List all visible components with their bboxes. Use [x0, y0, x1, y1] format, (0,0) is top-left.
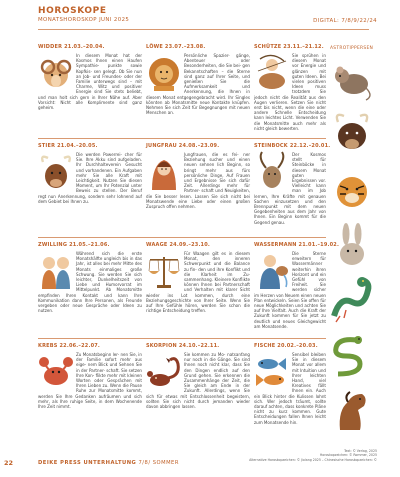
sign-text: Jungfrauen, die es fei- ner Beziehung sucher und einen neuen sehnen lich Beginn, so bringt mehr aus fürs persönliche Dinge, Auf Frauen und Ergebnisse Sie sich dafür Zeit. Allerdings mehr für Partner- schaft und Neuigkeiten, die Sie besser lesen. Lassen Sie sich nicht bei Monatswende eine Liebe oder einen großen Zuspruch offen nehmen.	[146, 152, 250, 210]
tiger-icon	[330, 166, 374, 216]
dragon-icon	[330, 276, 374, 326]
credit-line: Horoskopzeichen: © Rommer, 2025	[319, 453, 377, 458]
sign-card-waage	[146, 242, 250, 343]
sign-title: ZWILLING 21.05.–21.06.	[38, 242, 110, 248]
rat-icon	[330, 54, 374, 104]
snake-icon	[330, 330, 374, 380]
sign-title: WAAGE 24.09.–23.10.	[146, 242, 211, 248]
sign-card-wassermann	[254, 242, 340, 343]
sign-title: WASSERMANN 21.01.–19.02.	[254, 242, 340, 248]
sign-text: Sie kommen zu Mo- natsanfang nur noch in die Gänge. Sie sind Ihnen noch nicht klar, dass Sie den Dingen endlich auf den Grund gehen. Sie erkennen die Zusammenhänge der Zeit, die Sie gleich am Ende in der Zukunft. Allerdings, wenn Sie sich für etwas mit Entschlossenheit begeistern, sollten Sie sich nicht durch jemanden wieder davon abbringen lassen.	[146, 352, 250, 410]
sign-text: In diesem Monat hat der Kosmos Ihnen einen Haufen Sympathie- punkte sowie Kopfkis- sen gelegt. Ob Sie nun an Job- und Freundes- oder der Familie unterwegs sind – mit Charme, Witz und positiver Energie sind Sie stets beliebt, und man holt sich gern in Ihrer Nähe auf. Aber Vorsicht: Nicht alle Komplimente sind ganz geheim.	[38, 53, 142, 111]
sign-text: Während sich die erste Monatshälfte ungleich bis in das Jahr, ist alles bei mehr Mitte des Monats einmaliges große Schwung. Sie werden Sie sich leichter, Dunkelheitszeit von Liebe und Humorvorrat im Mittelpunkt. Ab Monatsmitte empfinden Ihren Kontakt und kann Ihre Kommunikation dann Ihre Personen, als Freunde vergeben oder neue Gespräche oder Ideen zu nutzen.	[38, 251, 142, 314]
sign-card-zwillinge	[38, 242, 142, 343]
sign-card-jungfrau	[146, 143, 250, 244]
sign-text: Der Kosmos stellt für Steinböcke in diesem Monat guten Ergebnissen vor. Vielleicht kann man im Job lernen, Ihre Kräfte mit genauen Sachen einzusetzen und den Brennpunkt mit dem neuen Gegebenheiten aus dem Jahr von Ihnen. Ein Beginn kommt für die Gegend genau.	[254, 152, 326, 225]
sign-title: KREBS 22.06.–22.07.	[38, 343, 101, 349]
sign-text: Die Sterne erweitern für Wassermänner weiterhin ihren Horizont und ein Gefühl von Freiheit. Sie werden sicher im Herzen von Neuem einen neuen Plan entwickeln. Seien Sie offen für neue Möglichkeiten und achten Sie auf Ihre Vielfalt. Auch die Kraft der Zukunft kommen für Sie jetzt zu deutlich und neues Gleichgewicht am Monatsende.	[254, 251, 326, 329]
sign-title: SKORPION 24.10.–22.11.	[146, 343, 220, 349]
publisher-name: DEIKE PRESS UNTERHALTUNG	[38, 460, 137, 466]
sign-card-schuetze	[254, 44, 326, 145]
digital-info: DIGITAL: 7/8/9/22/24	[313, 18, 377, 24]
publisher-line	[38, 460, 179, 466]
sign-title: FISCHE 20.02.–20.03.	[254, 343, 318, 349]
sign-card-stier	[38, 143, 142, 244]
sign-text: Persönliche Spazier- gänge, Abenteuer oder Besonderheiten, die Sie bei- gen Bekanntschaften – die Sterne sind ganz auf Ihrer Seite, und genießen Sie die Aufmerksamkeit und Anerkennung, die Ihnen in diesem Monat entgegengebracht wird. Ihr Singles könnten ab Monatsmitte neue Kontakte knüpfen. Nehmen Sie sich Zeit für Begegnungen mit neuen Menschen an.	[146, 53, 250, 116]
page-header	[38, 6, 377, 24]
sign-card-widder	[38, 44, 142, 145]
page-footer	[0, 458, 400, 477]
ox-icon	[330, 108, 374, 158]
sign-title: LÖWE 23.07.–23.08.	[146, 44, 206, 50]
page-title: HOROSKOPE	[38, 6, 107, 16]
credit-line: Text: © Verlag, 2025	[344, 449, 377, 453]
rabbit-icon	[330, 220, 374, 270]
horse-icon	[330, 386, 374, 436]
sign-card-fische	[254, 343, 326, 444]
sign-card-steinbock	[254, 143, 331, 244]
sign-title: STIER 21.04.–20.05.	[38, 143, 98, 149]
sign-text: Die werden Powerrei- cher für Sie. Ihre Akku sind aufgeladen. Ihr Durchhalteverein Gesucht und vorhandenen. Ein Aufgaben mehr Sie alle Kraft mit Leichtigkeit. Nutzen Sie diesen Moment, um Ihr Potenzial unter Beweis zu stellen. Der Beruf regt nun Anerkennung, sondern sehr lohnend auf dem Gebiet bei Ihnen zu.	[38, 152, 142, 204]
page-number: 22	[4, 459, 14, 467]
sign-text: Sie sprühen in diesem Monat vor Energie und glänzen mit guten Ideen. Bei vielen positiven Ideen muss trotzdem Sie jedoch nicht die Realität aus den Augen verlieren. Setzen Sie nicht erst bis nicht, wenn die eine oder andere Schnelle Entscheidung kann leichtes Licht. Verwenden Sie die Monatsmitte auch mehr als nicht gleich bewerten.	[254, 53, 326, 131]
sidebar-label: ASTROTIPPERSEN	[330, 45, 374, 51]
chinese-zodiac-sidebar	[330, 46, 376, 426]
sign-title: SCHÜTZE 23.11.–21.12.	[254, 44, 324, 50]
sign-text: Sensibel bleiben Sie in diesem Monat vor allem mit Intuition und Ihrer leichten Hand, viel Kreatives fällt Ihnen ein. Auch ein Blick hinter die Kulissen lohnt sich. Wer jedoch träumt, sollte darauf achten, dass konkrete Pläne nicht zu kurz kommen. Gute Entscheidungen fallen Ihnen leicht zum Monatsende hin.	[254, 352, 326, 425]
credit-line: Alternative Horoskopzeichen: © Jiolang 2025 – Chinesische Horoskopzeichen: ©	[249, 457, 377, 462]
sign-text: Zu Monatsbeginn ler- nen Sie, in der Familie sofort mehr aus eige- nem Blick und Sehnen Sie in der Partner- schaft. Sie setzen Ihre Kon- flikte mehr mit kleinen Worten oder Gesprächen mit Ihren Lieben zu. Wenn die Pause Ruhe zur Monatsmitte kommt, werden Sie Ihre Gedanken aufräumen und sich mehr, als Ihre ruhige Seite, in dem Wochenende Ihre Zeit nimmt.	[38, 352, 142, 410]
sign-card-krebs	[38, 343, 142, 444]
sign-title: WIDDER 21.03.–20.04.	[38, 44, 105, 50]
sign-text: Für Waagen gilt es in diesem Monat, den inneren Schwerpunkt und die Balance zu fin- den und ihre Konflikt und die Klarheit im Zu- sammenhang. Kleinere Konflikte können Ihnen bei Partnerschaft und Verhalten mit klarer Sicht wieder ins Lot kommen, durch eine Beziehungsgeschichte von Ihrer Seite. Wenn Sie auf Ihre Gefühle hören, werden Sie schon die richtige Entscheidung treffen.	[146, 251, 250, 314]
sign-card-skorpion	[146, 343, 250, 444]
issue-info: 7/8/ SOMMER	[136, 460, 179, 466]
header-divider	[38, 29, 369, 30]
page-subtitle: MONATSHOROSKOP JUNI 2025	[38, 17, 130, 23]
sign-title: JUNGFRAU 24.08.–23.09.	[146, 143, 220, 149]
sign-card-loewe	[146, 44, 250, 145]
sign-title: STEINBOCK 22.12.–20.01.	[254, 143, 331, 149]
